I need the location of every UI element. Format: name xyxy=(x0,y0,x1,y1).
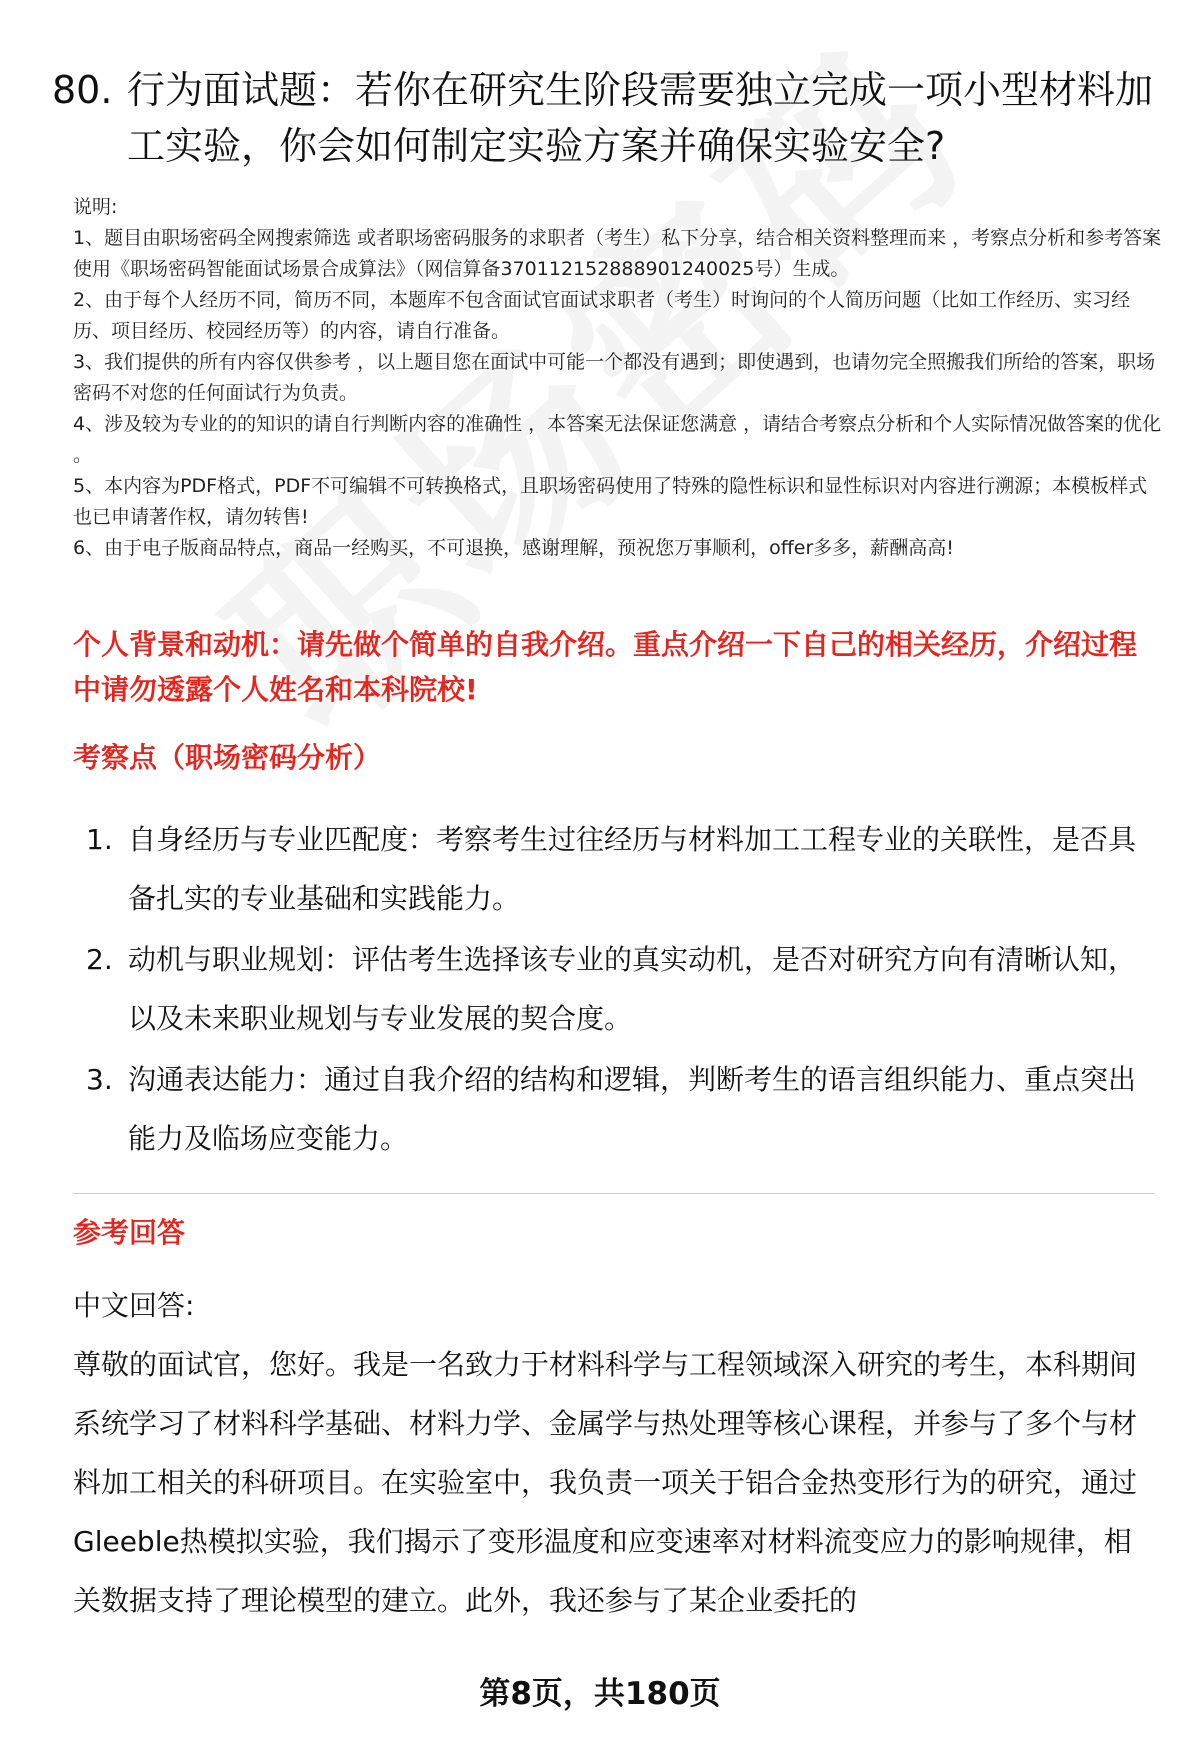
notes-line: 6、由于电子版商品特点，商品一经购买，不可退换，感谢理解，预祝您万事顺利，offer多多，薪酬高高! xyxy=(73,537,954,559)
page-footer: 第8页，共180页 xyxy=(479,1676,721,1712)
list-item-number: 3. xyxy=(86,1063,113,1096)
list-item-text: 动机与职业规划：评估考生选择该专业的真实动机，是否对研究方向有清晰认知，以及未来职业规划与专业发展的契合度。 xyxy=(128,943,1137,1035)
notes-line: 4、涉及较为专业的的知识的请自行判断内容的准确性 ，本答案无法保证您满意 ，请结合考察点分析和个人实际情况做答案的优化 。 xyxy=(73,413,1162,466)
section-divider xyxy=(73,1193,1155,1194)
list-item-number: 1. xyxy=(86,823,113,856)
evaluation-points-list xyxy=(73,810,1163,1170)
question-text: 行为面试题：若你在研究生阶段需要独立完成一项小型材料加工实验，你会如何制定实验方案并确保实验安全? xyxy=(127,68,1154,168)
list-item-text: 自身经历与专业匹配度：考察考生过往经历与材料加工工程专业的关联性，是否具备扎实的专业基础和实践能力。 xyxy=(128,823,1137,915)
notes-line: 1、题目由职场密码全网搜索筛选 或者职场密码服务的求职者（考生）私下分享，结合相关资料整理而来 ，考察点分析和参考答案使用《职场密码智能面试场景合成算法》（网信算备370112152888901240025号）生成。 xyxy=(73,227,1162,280)
question-number: 80. xyxy=(52,68,113,112)
list-item-text: 沟通表达能力：通过自我介绍的结构和逻辑，判断考生的语言组织能力、重点突出能力及临场应变能力。 xyxy=(128,1063,1137,1155)
answer-text: 尊敬的面试官，您好。我是一名致力于材料科学与工程领域深入研究的考生，本科期间系统学习了材料科学基础、材料力学、金属学与热处理等核心课程，并参与了多个与材料加工相关的科研项目。在实验室中，我负责一项关于铝合金热变形行为的研究，通过Gleeble热模拟实验，我们揭示了变形温度和应变速率对材料流变应力的影响规律，相关数据支持了理论模型的建立。此外，我还参与了某企业委托的 xyxy=(73,1348,1138,1617)
list-item xyxy=(73,930,1163,1048)
notes-line: 2、由于每个人经历不同，简历不同，本题库不包含面试官面试求职者（考生）时询问的个人简历问题（比如工作经历、实习经历、项目经历、校园经历等）的内容，请自行准备。 xyxy=(73,289,1131,342)
notes-line: 3、我们提供的所有内容仅供参考 ，以上题目您在面试中可能一个都没有遇到；即使遇到，也请勿完全照搬我们所给的答案，职场密码不对您的任何面试行为负责。 xyxy=(73,351,1156,404)
reference-heading: 参考回答 xyxy=(73,1216,186,1249)
question-title xyxy=(52,62,1162,174)
list-item xyxy=(73,810,1163,928)
intro-question: 个人背景和动机：请先做个简单的自我介绍。重点介绍一下自己的相关经历，介绍过程中请勿透露个人姓名和本科院校! xyxy=(73,628,1138,706)
answer-label: 中文回答: xyxy=(73,1289,195,1322)
notes-line: 5、本内容为PDF格式，PDF不可编辑不可转换格式，且职场密码使用了特殊的隐性标识和显性标识对内容进行溯源；本模板样式也已申请著作权，请勿转售! xyxy=(73,475,1148,528)
notes-line: 说明: xyxy=(73,196,118,218)
list-item-number: 2. xyxy=(86,943,113,976)
list-item xyxy=(73,1050,1163,1168)
disclaimer-notes xyxy=(73,192,1163,564)
points-heading: 考察点（职场密码分析） xyxy=(73,741,382,774)
